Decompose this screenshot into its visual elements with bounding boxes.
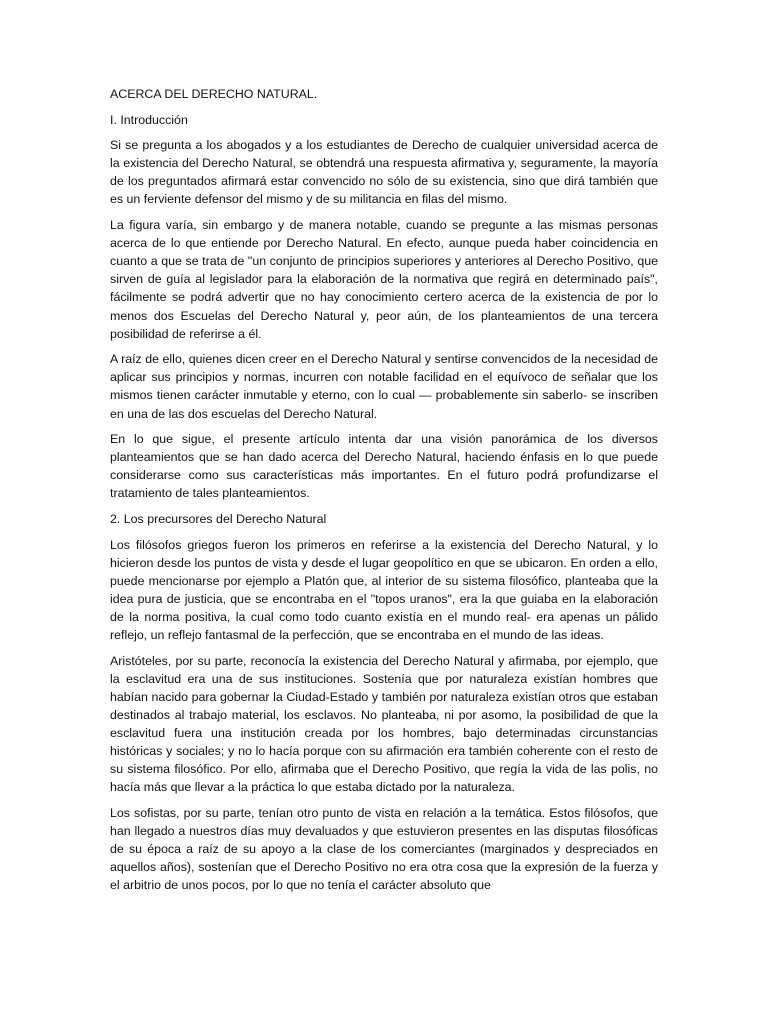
- paragraph: Aristóteles, por su parte, reconocía la existencia del Derecho Natural y afirmaba, por ejemplo, que la esclavitud era una de sus instituciones. Sostenía que por naturaleza existían hombres que habían nacido para gobernar la Ciudad-Estado y también por naturaleza existían otros que estaban destinados al trabajo material, los esclavos. No planteaba, ni por asomo, la posibilidad de que la esclavitud fuera una institución creada por los hombres, bajo determinadas circunstancias históricas y sociales; y no lo hacía porque con su afirmación era también coherente con el resto de su sistema filosófico. Por ello, afirmaba que el Derecho Positivo, que regía la vida de las polis, no hacía más que llevar a la práctica lo que estaba dictado por la naturaleza.: [110, 653, 658, 795]
- document-page: [110, 85, 658, 902]
- paragraph: En lo que sigue, el presente artículo intenta dar una visión panorámica de los diversos planteamientos que se han dado acerca del Derecho Natural, haciendo énfasis en lo que puede considerarse como sus características más importantes. En el futuro podrá profundizarse el tratamiento de tales planteamientos.: [110, 432, 658, 501]
- paragraph: Si se pregunta a los abogados y a los estudiantes de Derecho de cualquier universidad acerca de la existencia del Derecho Natural, se obtendrá una respuesta afirmativa y, seguramente, la mayoría de los preguntados afirmará estar convencido no sólo de su existencia, sino que dirá también que es un ferviente defensor del mismo y de su militancia en filas del mismo.: [110, 138, 658, 207]
- paragraph: La figura varía, sin embargo y de manera notable, cuando se pregunte a las mismas personas acerca de lo que entiende por Derecho Natural. En efecto, aunque pueda haber coincidencia en cuanto a que se trata de "un conjunto de principios superiores y anteriores al Derecho Positivo, que sirven de guía al legislador para la elaboración de la normativa que regirá en determinado país", fácilmente se podrá advertir que no hay conocimiento certero acerca de la existencia de por lo menos dos Escuelas del Derecho Natural y, peor aún, de los planteamientos de una tercera posibilidad de referirse a él.: [110, 218, 658, 341]
- paragraph: Los sofistas, por su parte, tenían otro punto de vista en relación a la temática. Estos filósofos, que han llegado a nuestros días muy devaluados y que estuvieron presentes en las disputas filosóficas de su época a raíz de su apoyo a la clase de los comerciantes (marginados y despreciados en aquellos años), sostenían que el Derecho Positivo no era otra cosa que la expresión de la fuerza y el arbitrio de unos pocos, por lo que no tenía el carácter absoluto que: [110, 805, 658, 893]
- document-title: ACERCA DEL DERECHO NATURAL.: [110, 87, 318, 101]
- section-heading-precursores: 2. Los precursores del Derecho Natural: [110, 511, 327, 526]
- paragraph: A raíz de ello, quienes dicen creer en el Derecho Natural y sentirse convencidos de la necesidad de aplicar sus principios y normas, incurren con notable facilidad en el equívoco de señalar que los mismos tienen carácter inmutable y eterno, con lo cual — probablemente sin saberlo- se inscriben en una de las dos escuelas del Derecho Natural.: [110, 352, 658, 421]
- paragraph: Los filósofos griegos fueron los primeros en referirse a la existencia del Derecho Natural, y lo hicieron desde los puntos de vista y desde el lugar geopolítico en que se ubicaron. En orden a ello, puede mencionarse por ejemplo a Platón que, al interior de su sistema filosófico, planteaba que la idea pura de justicia, que se encontraba en el "topos uranos", era la que guiaba en la elaboración de la norma positiva, la cual como todo cuanto existía en el mundo real- era apenas un pálido reflejo, un reflejo fantasmal de la perfección, que se encontraba en el mundo de las ideas.: [110, 537, 658, 643]
- section-heading-introduccion: I. Introducción: [110, 112, 188, 127]
